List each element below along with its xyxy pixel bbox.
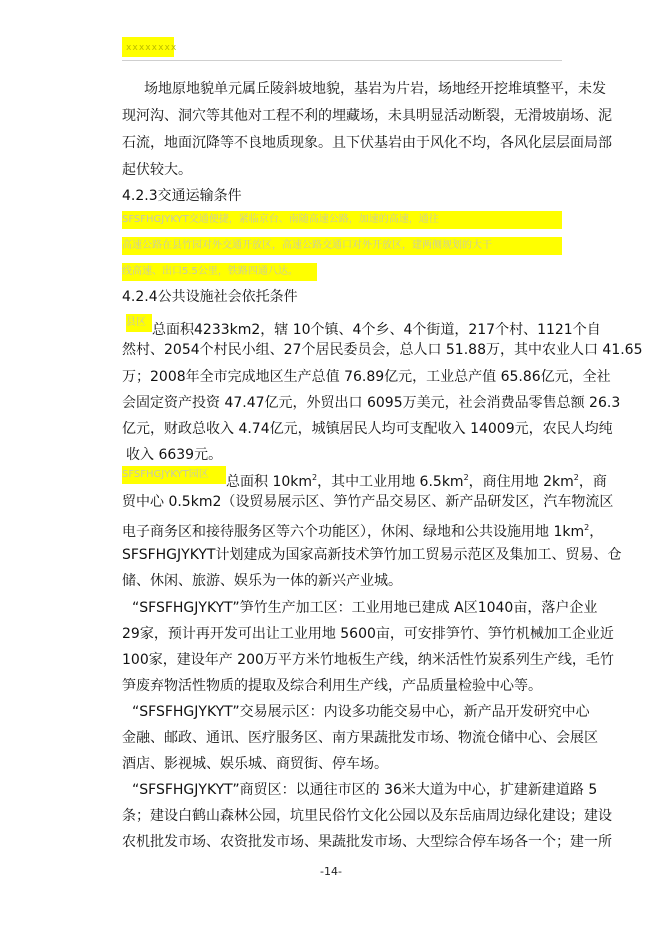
landform-line-1: 场地原地貌单元属丘陵斜坡地貌，基岩为片岩，场地经开挖堆填整平，未发: [144, 81, 606, 97]
transport-line-2: 高速公路在县竹园对外交通开放区，高速公路交通口对外开放区，建两侧规划的大干: [122, 237, 562, 262]
trade-line-3: 酒店、影视城、娱乐城、商贸街、停车场。: [122, 756, 388, 772]
zone-line-5: 储、休闲、旅游、娱乐为一体的新兴产业城。: [122, 573, 402, 589]
trade-line-2: 金融、邮政、通讯、医疗服务区、南方果蔬批发市场、物流仓储中心、会展区: [122, 730, 598, 746]
header-mark-text: xxxxxxxx: [126, 43, 178, 53]
zone-line-2: 贸中心 0.5km2（设贸易展示区、笋竹产品交易区、新产品研发区，汽车物流区: [122, 494, 614, 510]
bamboo-line-2: 29家，预计再开发可出让工业用地 5600亩，可安排笋竹、笋竹机械加工企业近: [122, 626, 614, 642]
county-redacted-lead: 县区: [126, 314, 152, 332]
zone-line-1: SFSFHGJYKYT园区 总面积 $10km^2$，其中工业用地 $6.5km^2$，商住用地 $2km^2$，商: [122, 466, 607, 491]
zone-redacted-lead: SFSFHGJYKYT园区: [122, 466, 226, 484]
commerce-line-3: 农机批发市场、农资批发市场、果蔬批发市场、大型综合停车场各一个；建一所: [122, 834, 612, 850]
trade-line-1: “SFSFHGJYKYT”交易展示区：内设多功能交易中心，新产品开发研究中心: [132, 704, 590, 720]
landform-line-2: 现河沟、洞穴等其他对工程不利的埋藏场，未具明显活动断裂，无滑坡崩场、泥: [122, 108, 612, 124]
transport-line-3: 线高速、出口5.5公里，铁路四通八达。: [122, 263, 317, 288]
commerce-line-2: 条；建设白鹤山森林公园，坑里民俗竹文化公园以及东岳庙周边绿化建设；建设: [122, 808, 612, 824]
heading-public-facilities: 4.2.4公共设施社会依托条件: [122, 289, 298, 305]
heading-transport: 4.2.3交通运输条件: [122, 188, 242, 204]
landform-line-3: 石流，地面沉降等不良地质现象。且下伏基岩由于风化不均，各风化层层面局部: [122, 135, 612, 151]
transport-line-1: SFSFHGJYKYT交通便捷，紧临京台、南随高速公路，加速的高速，通往: [122, 211, 562, 236]
bamboo-line-3: 100家，建设年产 200万平方米竹地板生产线，纳米活性竹炭系列生产线，毛竹: [122, 652, 614, 668]
commerce-line-1: “SFSFHGJYKYT”商贸区：以通往市区的 36米大道为中心，扩建新建道路 5: [132, 782, 598, 798]
header-rule: [122, 60, 562, 61]
county-line-2: 然村、2054个村民小组、27个居民委员会，总人口 51.88万，其中农业人口 41.65: [122, 342, 643, 358]
zone-line-3: 电子商务区和接待服务区等六个功能区），休闲、绿地和公共设施用地 $1km^2$，: [122, 523, 604, 540]
bamboo-line-1: “SFSFHGJYKYT”笋竹生产加工区：工业用地已建成 A区1040亩，落户企业: [132, 600, 598, 616]
county-line-6: 收入 6639元。: [126, 447, 223, 463]
zone-line-4: SFSFHGJYKYT计划建成为国家高新技术笋竹加工贸易示范区及集加工、贸易、仓: [122, 547, 622, 563]
landform-line-4: 起伏较大。: [122, 162, 192, 178]
county-line-4: 会固定资产投资 47.47亿元，外贸出口 6095万美元，社会消费品零售总额 26.3: [122, 395, 621, 411]
page-number: -14-: [320, 865, 342, 878]
county-line-3: 万；2008年全市完成地区生产总值 76.89亿元，工业总产值 65.86亿元，全社: [122, 369, 611, 385]
county-line-5: 亿元，财政总收入 4.74亿元，城镇居民人均可支配收入 14009元，农民人均纯: [122, 421, 613, 437]
header-highlight-mark: [122, 37, 178, 57]
bamboo-line-4: 笋废弃物活性物质的提取及综合利用生产线，产品质量检验中心等。: [122, 678, 542, 694]
county-line-1: 县区 总面积4233km2，辖 10个镇、4个乡、4个街道，217个村、1121个自: [122, 314, 601, 339]
